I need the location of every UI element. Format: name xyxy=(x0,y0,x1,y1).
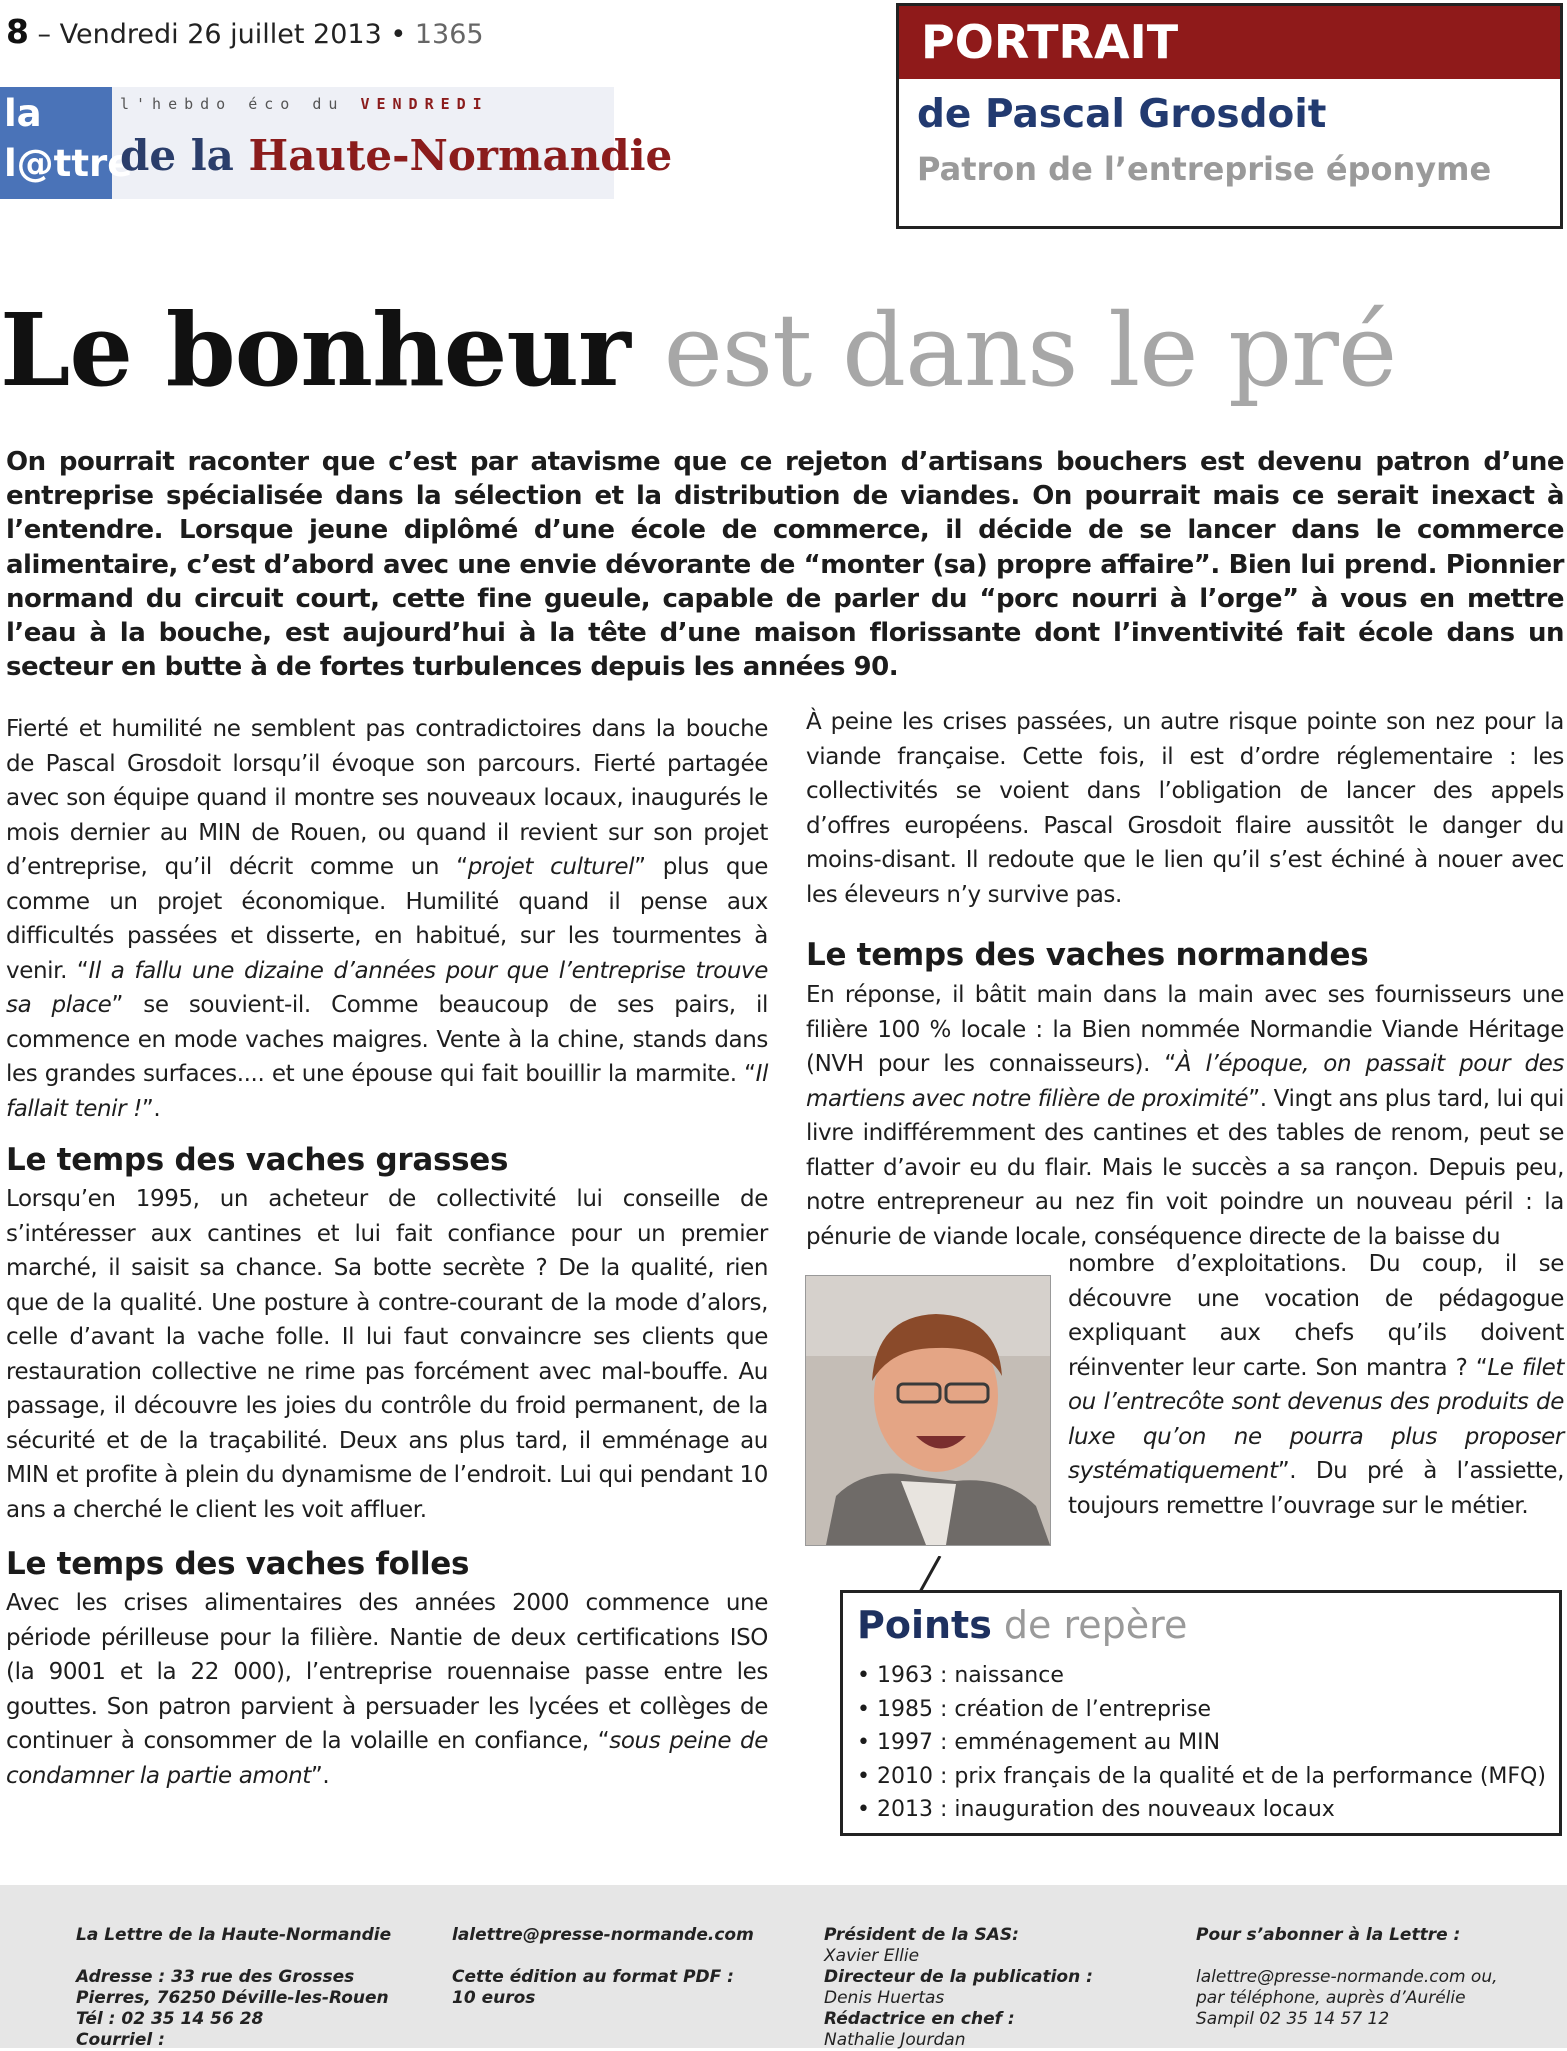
footer-abo-email[interactable]: lalettre@presse-normande.com ou, xyxy=(1196,1967,1498,1987)
issue-line xyxy=(6,12,484,51)
page-number: 8 xyxy=(6,12,29,51)
chapo-intro: On pourrait raconter que c’est par atavisme que ce rejeton d’artisans bouchers est devenu patron d’une entreprise spécialisée dans la sélection et la distribution de viandes. On pourrait mais ce serait inexact à l’entendre. Lorsque jeune diplômé d’une école de commerce, il décide de se lancer dans le commerce alimentaire, c’est d’abord avec une envie dévorante de “monter (sa) propre affaire”. Bien lui prend. Pionnier normand du circuit court, cette fine gueule, capable de parler du “porc nourri à l’orge” à vous en mettre l’eau à la bouche, est aujourd’hui à la tête d’une maison florissante dont l’inventivité fait école dans un secteur en butte à de fortes turbulences depuis les années 90. xyxy=(6,447,1564,683)
reperes-title-suffix: de repère xyxy=(991,1603,1188,1647)
footer-address-1: Adresse : 33 rue des Grosses xyxy=(76,1967,355,1987)
reperes-title xyxy=(857,1603,1187,1647)
quote-run: sous peine de condamner la partie amont xyxy=(6,1728,769,1789)
footer-pdf-price: 10 euros xyxy=(452,1988,536,2008)
points-de-repere-box xyxy=(840,1590,1562,1836)
quote-run: Il fallait tenir ! xyxy=(6,1061,768,1122)
headline-part1: Le bonheur xyxy=(0,291,664,409)
col1-paragraph-1 xyxy=(6,712,768,1126)
quote-run: À l’époque, on passait pour des martiens avec notre filière de proximité xyxy=(806,1051,1564,1112)
col1-paragraph-3 xyxy=(6,1586,768,1793)
footer-email-link[interactable]: lalettre@presse-normande.com xyxy=(452,1925,754,1945)
issue-number: 1365 xyxy=(414,19,484,50)
text-run: ”. xyxy=(141,1095,161,1122)
masthead-name-prefix: de la xyxy=(120,131,249,180)
headline xyxy=(0,290,1396,411)
footer-president: Xavier Ellie xyxy=(824,1946,920,1966)
footer-courriel: Courriel : xyxy=(76,2030,165,2050)
text-run: Fierté et humilité ne semblent pas contradictoires dans la bouche de Pascal Grosdoit lorsqu’il évoque son parcours. Fierté partagée avec son équipe quand il montre ses nouveaux locaux, inaugurés le mois dernier au MIN de Rouen, ou quand il revient sur son projet d’entreprise, qu’il décrit comme un “ xyxy=(6,716,768,880)
logo-lettre: l@ttre xyxy=(4,142,133,185)
footer-redac-label: Rédactrice en chef : xyxy=(824,2009,1015,2029)
footer-address-2: Pierres, 76250 Déville-les-Rouen xyxy=(76,1988,389,2008)
text-run: ” plus que comme un projet économique. Humilité quand il pense aux difficultés passées et disserte, en habitué, sur les tourmentes à venir. “ xyxy=(6,854,768,984)
portrait-photo xyxy=(805,1275,1051,1546)
subheading-vaches-normandes: Le temps des vaches normandes xyxy=(806,937,1369,973)
masthead-tagline xyxy=(120,95,489,113)
footer-col-contact xyxy=(452,1925,754,2009)
subheading-vaches-grasses: Le temps des vaches grasses xyxy=(6,1142,509,1178)
text-run: ”. Vingt ans plus tard, lui qui livre indifféremment des cantines et des tables de renom, peut se flatter d’avoir eu du flair. Mais le succès a sa rançon. Depuis peu, notre entrepreneur au nez fin voit poindre un nouveau péril : la pénurie de viande locale, conséquence directe de la baisse du xyxy=(806,1085,1564,1250)
footer-col-staff xyxy=(824,1925,1093,2051)
footer-directeur: Denis Huertas xyxy=(824,1988,945,2008)
repere-item: • 1985 : création de l’entreprise xyxy=(857,1696,1212,1722)
text-run: ”. Du pré à l’assiette, toujours remettre l’ouvrage sur le métier. xyxy=(1068,1458,1564,1519)
reperes-title-points: Points xyxy=(857,1603,992,1647)
footer-president-label: Président de la SAS: xyxy=(824,1925,1019,1945)
footer-col-subscribe xyxy=(1196,1925,1498,2030)
footer-pdf-label: Cette édition au format PDF : xyxy=(452,1967,734,1987)
portrait-banner: PORTRAIT xyxy=(899,6,1560,79)
footer-abo-contact: Sampil 02 35 14 57 12 xyxy=(1196,2009,1390,2029)
col1-paragraph-2: Lorsqu’en 1995, un acheteur de collectivité lui conseille de s’intéresser aux cantines et lui fait confiance pour un premier marché, il saisit sa chance. Sa botte secrète ? De la qualité, rien que de la qualité. Une posture à contre-courant de la mode d’alors, celle d’avant la vache folle. Il lui faut convaincre ses clients que restauration collective ne rime pas forcément avec mal-bouffe. Au passage, il découvre les joies du contrôle du froid permanent, de la sécurité et de la traçabilité. Deux ans plus tard, il emménage au MIN et profite à plein du dynamisme de l’endroit. Lui qui pendant 10 ans a cherché le client les voit affluer. xyxy=(6,1186,768,1523)
repere-item: • 2013 : inauguration des nouveaux locaux xyxy=(857,1797,1335,1822)
portrait-name: de Pascal Grosdoit xyxy=(917,92,1327,137)
subheading-vaches-folles: Le temps des vaches folles xyxy=(6,1546,470,1582)
footer-abo-phone: par téléphone, auprès d’Aurélie xyxy=(1196,1988,1466,2008)
footer-directeur-label: Directeur de la publication : xyxy=(824,1967,1093,1987)
repere-item: • 1963 : naissance xyxy=(857,1663,1064,1688)
masthead-name xyxy=(120,131,672,180)
quote-run: projet culturel xyxy=(467,854,635,880)
footer-col-publication xyxy=(76,1925,391,2051)
text-run: nombre d’exploitations. Du coup, il se découvre une vocation de pédagogue expliquant aux chefs qu’ils doivent réinventer leur carte. Son mantra ? “ xyxy=(1068,1251,1564,1381)
text-run: ” se souvient-il. Comme beaucoup de ses pairs, il commence en mode vaches maigres. Vente à la chine, stands dans les grandes surfaces.... et une épouse qui fait bouillir la marmite. “ xyxy=(6,992,768,1087)
text-run: En réponse, il bâtit main dans la main avec ses fournisseurs une filière 100 % locale : la Bien nommée Normandie Viande Héritage (NVH pour les connaisseurs). “ xyxy=(806,982,1564,1077)
masthead xyxy=(0,87,673,199)
col2-paragraph-2 xyxy=(806,978,1564,1254)
footer-redac: Nathalie Jourdan xyxy=(824,2030,966,2050)
quote-run: Le filet ou l’entrecôte sont devenus des produits de luxe qu’on ne pourra plus proposer systématiquement xyxy=(1068,1354,1564,1484)
lettre-logo xyxy=(0,87,133,199)
footer-pub-name: La Lettre de la Haute-Normandie xyxy=(76,1925,392,1945)
logo-la: la xyxy=(4,92,42,135)
portrait-box xyxy=(896,3,1563,229)
col2-paragraph-1: À peine les crises passées, un autre risque pointe son nez pour la viande française. Cette fois, il est d’ordre réglementaire : les collectivités se voient dans l’obligation de lancer des appels d’offres européens. Pascal Grosdoit flaire aussitôt le danger du moins-disant. Il redoute que le lien qu’il s’est échiné à nouer avec les éleveurs n’y survive pas. xyxy=(806,709,1564,908)
repere-item: • 1997 : emménagement au MIN xyxy=(857,1730,1221,1755)
text-run: ”. xyxy=(310,1762,330,1789)
tagline-day: VENDREDI xyxy=(360,95,489,113)
portrait-role: Patron de l’entreprise éponyme xyxy=(917,150,1492,188)
footer-colophon xyxy=(0,1885,1567,2048)
col2-paragraph-3 xyxy=(1068,1247,1564,1523)
masthead-name-region: Haute-Normandie xyxy=(248,131,673,180)
footer-tel: Tél : 02 35 14 56 28 xyxy=(76,2009,264,2029)
tagline-text: l'hebdo éco du xyxy=(120,95,361,113)
quote-run: Il a fallu une dizaine d’années pour que l’entreprise trouve sa place xyxy=(6,957,768,1018)
repere-item: • 2010 : prix français de la qualité et de la performance (MFQ) xyxy=(857,1763,1546,1789)
headline-part2: est dans le pré xyxy=(663,292,1397,409)
reperes-list xyxy=(857,1659,1546,1827)
footer-abo-label: Pour s’abonner à la Lettre : xyxy=(1196,1925,1461,1945)
portrait-photo-illustration xyxy=(806,1276,1050,1545)
text-run: Avec les crises alimentaires des années 2000 commence une période périlleuse pour la filière. Nantie de deux certifications ISO (la 9001 et la 22 000), l’entreprise rouennaise passe entre les gouttes. Son patron parvient à persuader les lycées et collèges de continuer à consommer de la volaille en confiance, “ xyxy=(6,1590,768,1754)
issue-date: – Vendredi 26 juillet 2013 • xyxy=(28,19,415,50)
